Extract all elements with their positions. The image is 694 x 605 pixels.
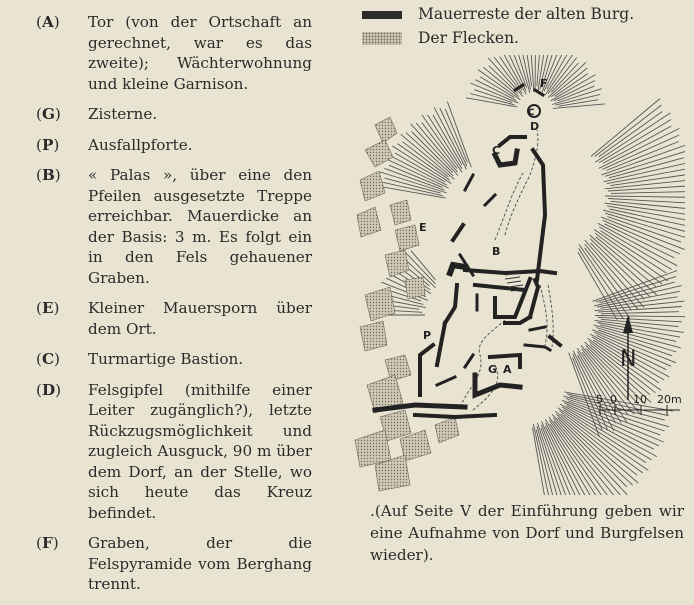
- legend-text: Graben, der die Felspyramide vom Berghang trennt.: [88, 534, 312, 593]
- legend-walls-label: Mauerreste der alten Burg.: [418, 5, 634, 23]
- legend-key: (P): [36, 135, 59, 156]
- map-label-f: F: [540, 77, 548, 90]
- legend-list: [36, 12, 312, 605]
- legend-item-g: [36, 104, 312, 125]
- legend-key: (A): [36, 12, 60, 33]
- scale-tick-5: 5: [596, 393, 603, 406]
- legend-key: (G): [36, 104, 61, 125]
- map-label-g: G: [488, 363, 497, 376]
- legend-town: [362, 26, 634, 50]
- scale-tick-0: 0: [610, 393, 617, 406]
- scale-tick-20m: 20m: [657, 393, 682, 406]
- legend-text: Turmartige Bastion.: [88, 350, 243, 368]
- map-label-b: B: [492, 245, 500, 258]
- legend-item-e: [36, 298, 312, 339]
- legend-text: « Palas », über eine den Pfeilen ausgesetzte Treppe erreichbar. Mauerdicke an der Basis: 3 m. Es folgt ein in den Fels gehauener Graben.: [88, 166, 312, 287]
- legend-key: (F): [36, 533, 59, 554]
- map-label-p: P: [423, 329, 431, 342]
- legend-text: Felsgipfel (mithilfe einer Leiter zugänglich?), letzte Rückzugsmöglichkeit und zugleich Ausguck, 90 m über dem Dorf, an der Stelle, wo sich heute das Kreuz befindet.: [88, 381, 312, 522]
- map-label-c: C: [492, 144, 500, 157]
- legend-item-a: [36, 12, 312, 94]
- caption: .(Auf Seite V der Einführung geben wir eine Aufnahme von Dorf und Burgfelsen wieder).: [370, 500, 684, 566]
- map-label-a: A: [503, 363, 512, 376]
- legend-key: (C): [36, 349, 60, 370]
- wall-swatch: [362, 11, 402, 19]
- legend-key: (B): [36, 165, 61, 186]
- map-label-c-top: C: [528, 108, 535, 118]
- legend-text: Ausfallpforte.: [88, 136, 193, 154]
- legend-item-d: [36, 380, 312, 524]
- legend-item-c: [36, 349, 312, 370]
- map-label-d: D: [530, 120, 539, 133]
- legend-text: Kleiner Mauersporn über dem Ort.: [88, 299, 312, 338]
- legend-item-b: [36, 165, 312, 288]
- legend-key: (D): [36, 380, 61, 401]
- legend-item-p: [36, 135, 312, 156]
- town-swatch: [362, 32, 402, 45]
- legend-text: Zisterne.: [88, 105, 157, 123]
- map-legend: [362, 2, 634, 50]
- legend-text: Tor (von der Ortschaft an gerechnet, war es das zweite); Wächterwohnung und kleine Garnison.: [88, 13, 312, 93]
- scale-tick-10: 10: [633, 393, 647, 406]
- legend-walls: [362, 2, 634, 26]
- legend-key: (E): [36, 298, 59, 319]
- castle-map: [345, 55, 685, 495]
- legend-town-label: Der Flecken.: [418, 29, 519, 47]
- legend-item-f: [36, 533, 312, 595]
- map-label-e: E: [419, 221, 427, 234]
- north-label: N: [620, 347, 636, 372]
